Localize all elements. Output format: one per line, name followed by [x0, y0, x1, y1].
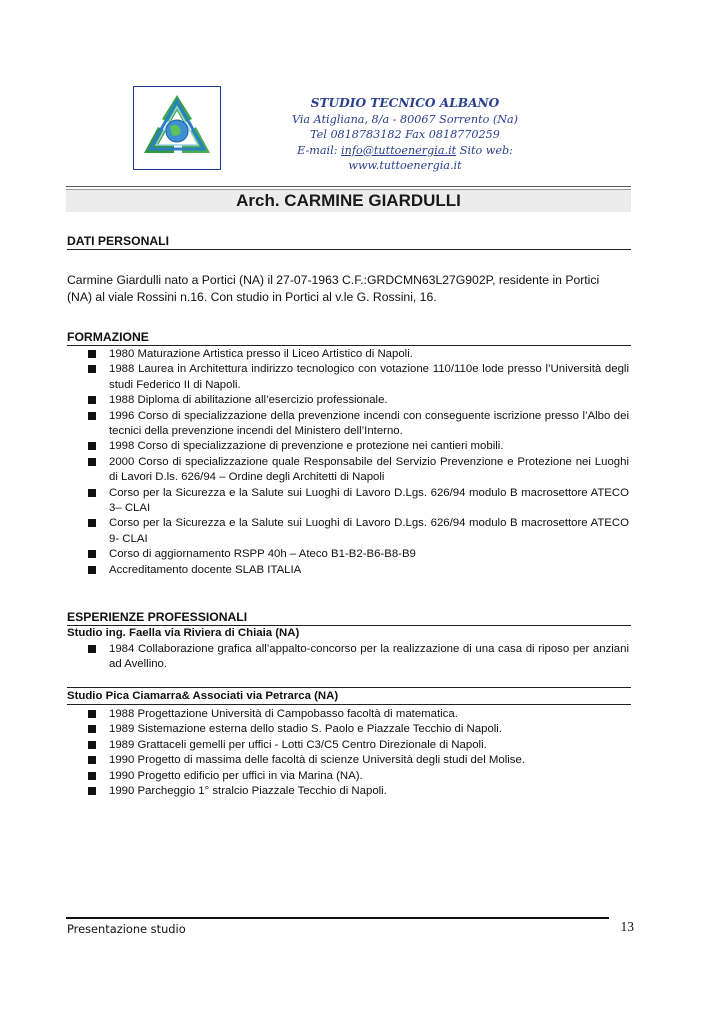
bullet-icon [88, 741, 96, 749]
bullet-icon [88, 772, 96, 780]
list-item [88, 738, 629, 753]
list-item-text: 1990 Progetto di massima delle facoltà di scienze Università degli studi del Molise. [109, 754, 525, 767]
list-item-text: 1980 Maturazione Artistica presso il Liceo Artistico di Napoli. [109, 348, 413, 360]
list-item [88, 409, 629, 440]
bullet-icon [88, 458, 96, 466]
dati-personali-text: Carmine Giardulli nato a Portici (NA) il 27-07-1963 C.F.:GRDCMN63L27G902P, residente in Portici (NA) al viale Rossini n.16. Con studio in Portici al v.le G. Rossini, 16. [67, 273, 600, 304]
footer-rule [66, 917, 609, 919]
list-item-text: 2000 Corso di specializzazione quale Responsabile del Servizio Prevenzione e Protezione nei Luoghi di Lavori D.ls. 626/94 – Ordine degli Architetti di Napoli [109, 455, 629, 484]
list-item [88, 547, 629, 562]
list-item [88, 784, 629, 799]
list-item [88, 516, 629, 547]
list-item [88, 722, 629, 737]
bullet-icon [88, 519, 96, 527]
recycle-triangle-globe-logo-icon [134, 87, 220, 169]
studio-address: Via Atigliana, 8/a - 80067 Sorrento (Na) [291, 112, 519, 126]
bullet-icon [88, 412, 96, 420]
email-link[interactable]: info@tuttoenergia.it [341, 143, 457, 157]
list-item-text: Corso per la Sicurezza e la Salute sui Luoghi di Lavoro D.Lgs. 626/94 modulo B macrosettore ATECO 3– CLAI [109, 486, 629, 515]
list-item-text: 1990 Progetto edificio per uffici in via Marina (NA). [109, 769, 363, 782]
section-heading-dati-personali: DATI PERSONALI [67, 234, 631, 250]
list-item-text: 1989 Sistemazione esterna dello stadio S. Paolo e Piazzale Tecchio di Napoli. [109, 723, 503, 736]
list-item-text: 1984 Collaborazione grafica all’appalto-concorso per la realizzazione di una casa di riposo per anziani ad Avellino. [109, 643, 629, 671]
list-item [88, 347, 629, 362]
studio-pica-top-rule [67, 687, 631, 688]
bullet-icon [88, 787, 96, 795]
list-item-text: 1990 Parcheggio 1° stralcio Piazzale Tecchio di Napoli. [109, 785, 387, 798]
footer-label: Presentazione studio [67, 922, 186, 936]
studio-pica-heading: Studio Pica Ciamarra& Associati via Petrarca (NA) [67, 690, 631, 705]
section-heading-esperienze: ESPERIENZE PROFESSIONALI [67, 610, 631, 626]
bullet-icon [88, 396, 96, 404]
bullet-icon [88, 489, 96, 497]
list-item-text: 1998 Corso di specializzazione di prevenzione e protezione nei cantieri mobili. [109, 440, 504, 453]
list-item-text: Corso per la Sicurezza e la Salute sui Luoghi di Lavoro D.Lgs. 626/94 modulo B macrosettore ATECO 9- CLAI [109, 517, 629, 545]
list-item [88, 362, 629, 393]
list-item [88, 642, 629, 673]
bullet-icon [88, 350, 96, 358]
bullet-icon [88, 756, 96, 764]
bullet-icon [88, 645, 96, 653]
bullet-icon [88, 550, 96, 558]
bullet-icon [88, 725, 96, 733]
list-item [88, 393, 629, 408]
studio-name: STUDIO TECNICO ALBANO [310, 96, 500, 110]
bullet-icon [88, 566, 96, 574]
studio-faella-heading: Studio ing. Faella via Riviera di Chiaia (NA) [67, 627, 300, 639]
formazione-list [88, 347, 629, 578]
list-item-text: 1989 Grattaceli gemelli per uffici - Lotti C3/C5 Centro Direzionale di Napoli. [109, 738, 487, 751]
bullet-icon [88, 365, 96, 373]
studio-contacts [240, 143, 570, 174]
list-item-text: 1996 Corso di specializzazione della prevenzione incendi con conseguente iscrizione presso l’Albo dei tecnici della prevenzione incendi del Ministero dell’Interno. [109, 409, 629, 438]
list-item [88, 455, 629, 486]
list-item-text: 1988 Laurea in Architettura indirizzo tecnologico con votazione 110/110e lode presso l’Università degli studi Federico II di Napoli. [109, 363, 629, 391]
studio-faella-list [88, 642, 629, 673]
list-item-text: Accreditamento docente SLAB ITALIA [109, 563, 302, 576]
list-item [88, 707, 629, 722]
list-item-text: Corso di aggiornamento RSPP 40h – Ateco B1-B2-B6-B8-B9 [109, 548, 416, 561]
bullet-icon [88, 442, 96, 450]
email-prefix: E-mail: [297, 143, 342, 157]
bullet-icon [88, 710, 96, 718]
studio-logo [133, 86, 221, 170]
studio-phone: Tel 0818783182 Fax 0818770259 [310, 128, 500, 141]
studio-pica-list [88, 707, 629, 799]
list-item [88, 769, 629, 784]
list-item [88, 563, 629, 578]
list-item-text: 1988 Diploma di abilitazione all’esercizio professionale. [109, 394, 388, 407]
letterhead [240, 96, 570, 174]
website-text: Sito web: www.tuttoenergia.it [348, 143, 513, 172]
list-item [88, 753, 629, 768]
section-heading-formazione: FORMAZIONE [67, 330, 631, 346]
page-title: Arch. CARMINE GIARDULLI [236, 191, 461, 210]
list-item-text: 1988 Progettazione Università di Campobasso facoltà di matematica. [109, 708, 458, 720]
list-item [88, 486, 629, 517]
page-number: 13 [620, 919, 634, 934]
list-item [88, 439, 629, 454]
title-rule [66, 186, 631, 187]
